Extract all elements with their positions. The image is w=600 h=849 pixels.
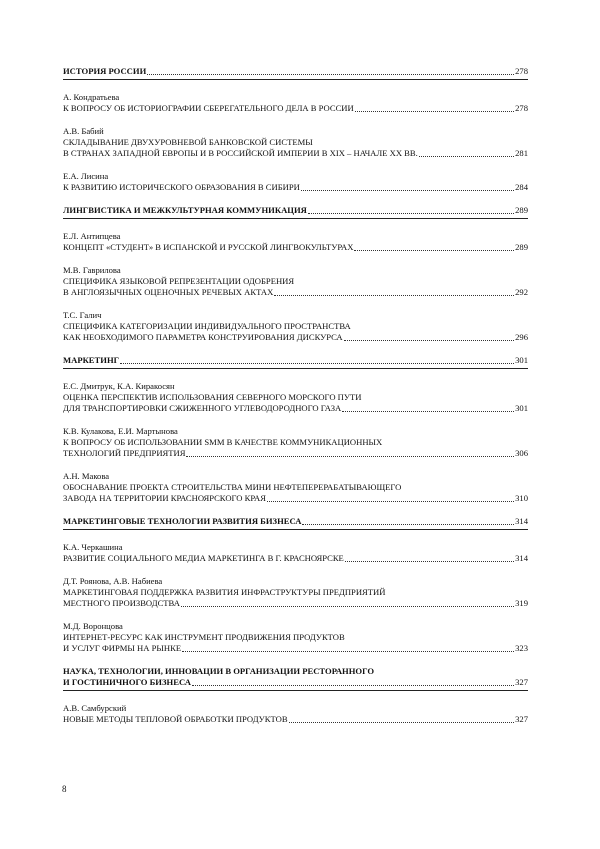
dot-leader [181,606,514,607]
toc-entry[interactable] [63,621,528,654]
author-name: Т.С. Галич [63,310,102,320]
toc-entry[interactable] [63,310,528,343]
title-line: ОЦЕНКА ПЕРСПЕКТИВ ИСПОЛЬЗОВАНИЯ СЕВЕРНОГО МОРСКОГО ПУТИ [63,392,362,402]
toc-entry[interactable] [63,471,528,504]
section-heading [63,205,528,219]
title-last-line [63,448,528,459]
toc-entry[interactable] [63,231,528,253]
title-last-line [63,516,528,527]
title-last-line [63,66,528,77]
title-line: СКЛАДЫВАНИЕ ДВУХУРОВНЕВОЙ БАНКОВСКОЙ СИСТЕМЫ [63,137,313,147]
toc-entry[interactable] [63,171,528,193]
title-last-line [63,493,528,504]
section-heading [63,355,528,369]
page-ref: 306 [515,448,528,458]
author-name: М.Д. Воронцова [63,621,123,631]
title-text: ИСТОРИЯ РОССИИ [63,66,147,76]
title-last-line [63,332,528,343]
dot-leader [147,74,514,75]
dot-leader [274,295,514,296]
page-ref: 281 [515,148,528,158]
title-line: ИНТЕРНЕТ-РЕСУРС КАК ИНСТРУМЕНТ ПРОДВИЖЕНИЯ ПРОДУКТОВ [63,632,345,642]
page-ref: 289 [515,205,528,215]
toc-entry[interactable] [63,426,528,459]
section-divider [63,690,528,691]
page-ref: 327 [515,677,528,687]
title-line: К ВОПРОСУ ОБ ИСПОЛЬЗОВАНИИ SMM В КАЧЕСТВЕ КОММУНИКАЦИОННЫХ [63,437,383,447]
page-ref: 319 [515,598,528,608]
author-name: Е.С. Дмитрук, К.А. Киракосян [63,381,175,391]
dot-leader [267,501,514,502]
section-heading [63,666,528,691]
section-divider [63,218,528,219]
title-last-line [63,287,528,298]
title-last-line [63,103,528,114]
page-number: 8 [62,784,67,794]
toc-entry[interactable] [63,703,528,725]
title-text: КОНЦЕПТ «СТУДЕНТ» В ИСПАНСКОЙ И РУССКОЙ ЛИНГВОКУЛЬТУРАХ [63,242,354,252]
section-title [63,516,528,527]
title-text: МЕСТНОГО ПРОИЗВОДСТВА [63,598,180,608]
title-text: К РАЗВИТИЮ ИСТОРИЧЕСКОГО ОБРАЗОВАНИЯ В СИБИРИ [63,182,300,192]
title-last-line [63,403,528,414]
page-ref: 301 [515,403,528,413]
title-text: ЛИНГВИСТИКА И МЕЖКУЛЬТУРНАЯ КОММУНИКАЦИЯ [63,205,307,215]
title-last-line [63,553,528,564]
title-text: МАРКЕТИНГ [63,355,120,365]
title-last-line [63,714,528,725]
dot-leader [289,722,515,723]
page-ref: 301 [515,355,528,365]
page-ref: 278 [515,103,528,113]
title-last-line [63,643,528,654]
title-last-line [63,182,528,193]
dot-leader [342,411,514,412]
section-title [63,205,528,216]
section-divider [63,368,528,369]
page-ref: 327 [515,714,528,724]
title-text: К ВОПРОСУ ОБ ИСТОРИОГРАФИИ СБЕРЕГАТЕЛЬНОГО ДЕЛА В РОССИИ [63,103,354,113]
page-ref: 314 [515,553,528,563]
dot-leader [344,340,514,341]
title-last-line [63,148,528,159]
dot-leader [355,111,514,112]
page-ref: 323 [515,643,528,653]
author-name: Е.Л. Антипцева [63,231,121,241]
author-name: А.Н. Макова [63,471,110,481]
author-name: К.А. Черкашина [63,542,123,552]
title-text: ЗАВОДА НА ТЕРРИТОРИИ КРАСНОЯРСКОГО КРАЯ [63,493,266,503]
title-text: И УСЛУГ ФИРМЫ НА РЫНКЕ [63,643,182,653]
page-ref: 278 [515,66,528,76]
section-heading [63,66,528,80]
title-text: ТЕХНОЛОГИЙ ПРЕДПРИЯТИЯ [63,448,186,458]
author-name: А. Кондратьева [63,92,120,102]
section-heading [63,516,528,530]
dot-leader [419,156,514,157]
title-text: КАК НЕОБХОДИМОГО ПАРАМЕТРА КОНСТРУИРОВАНИЯ ДИСКУРСА [63,332,343,342]
table-of-contents [63,66,528,725]
dot-leader [120,363,514,364]
title-text: ДЛЯ ТРАНСПОРТИРОВКИ СЖИЖЕННОГО УГЛЕВОДОРОДНОГО ГАЗА [63,403,342,413]
dot-leader [301,190,514,191]
author-name: К.В. Кулакова, Е.И. Мартынова [63,426,178,436]
section-title [63,666,528,688]
page-ref: 310 [515,493,528,503]
dot-leader [302,524,514,525]
title-last-line [63,598,528,609]
dot-leader [308,213,514,214]
title-line: НАУКА, ТЕХНОЛОГИИ, ИННОВАЦИИ В ОРГАНИЗАЦИИ РЕСТОРАННОГО [63,666,375,676]
title-last-line [63,205,528,216]
page-ref: 292 [515,287,528,297]
toc-entry[interactable] [63,92,528,114]
title-text: МАРКЕТИНГОВЫЕ ТЕХНОЛОГИИ РАЗВИТИЯ БИЗНЕСА [63,516,302,526]
title-text: В АНГЛОЯЗЫЧНЫХ ОЦЕНОЧНЫХ РЕЧЕВЫХ АКТАХ [63,287,274,297]
title-last-line [63,355,528,366]
author-name: А.В. Самбурский [63,703,127,713]
title-text: НОВЫЕ МЕТОДЫ ТЕПЛОВОЙ ОБРАБОТКИ ПРОДУКТОВ [63,714,288,724]
author-name: Д.Т. Роянова, А.В. Набиева [63,576,163,586]
title-text: В СТРАНАХ ЗАПАДНОЙ ЕВРОПЫ И В РОССИЙСКОЙ ИМПЕРИИ В XIX – НАЧАЛЕ XX ВВ. [63,148,418,158]
title-text: РАЗВИТИЕ СОЦИАЛЬНОГО МЕДИА МАРКЕТИНГА В Г. КРАСНОЯРСКЕ [63,553,344,563]
section-divider [63,529,528,530]
toc-entry[interactable] [63,265,528,298]
title-last-line [63,242,528,253]
dot-leader [345,561,514,562]
author-name: Е.А. Лисина [63,171,109,181]
toc-entry[interactable] [63,381,528,414]
dot-leader [354,250,514,251]
author-name: М.В. Гаврилова [63,265,121,275]
toc-entry[interactable] [63,126,528,159]
title-last-line [63,677,528,688]
page-ref: 284 [515,182,528,192]
author-name: А.В. Бабий [63,126,104,136]
page-ref: 296 [515,332,528,342]
dot-leader [186,456,514,457]
toc-entry[interactable] [63,542,528,564]
section-title [63,66,528,77]
title-line: МАРКЕТИНГОВАЯ ПОДДЕРЖКА РАЗВИТИЯ ИНФРАСТРУКТУРЫ ПРЕДПРИЯТИЙ [63,587,386,597]
section-divider [63,79,528,80]
title-line: СПЕЦИФИКА КАТЕГОРИЗАЦИИ ИНДИВИДУАЛЬНОГО ПРОСТРАНСТВА [63,321,351,331]
page-ref: 289 [515,242,528,252]
page-ref: 314 [515,516,528,526]
title-line: ОБОСНАВАНИЕ ПРОЕКТА СТРОИТЕЛЬСТВА МИНИ НЕФТЕПЕРЕРАБАТЫВАЮЩЕГО [63,482,402,492]
dot-leader [192,685,514,686]
section-title [63,355,528,366]
toc-entry[interactable] [63,576,528,609]
title-text: И ГОСТИНИЧНОГО БИЗНЕСА [63,677,191,687]
title-line: СПЕЦИФИКА ЯЗЫКОВОЙ РЕПРЕЗЕНТАЦИИ ОДОБРЕНИЯ [63,276,295,286]
dot-leader [182,651,514,652]
